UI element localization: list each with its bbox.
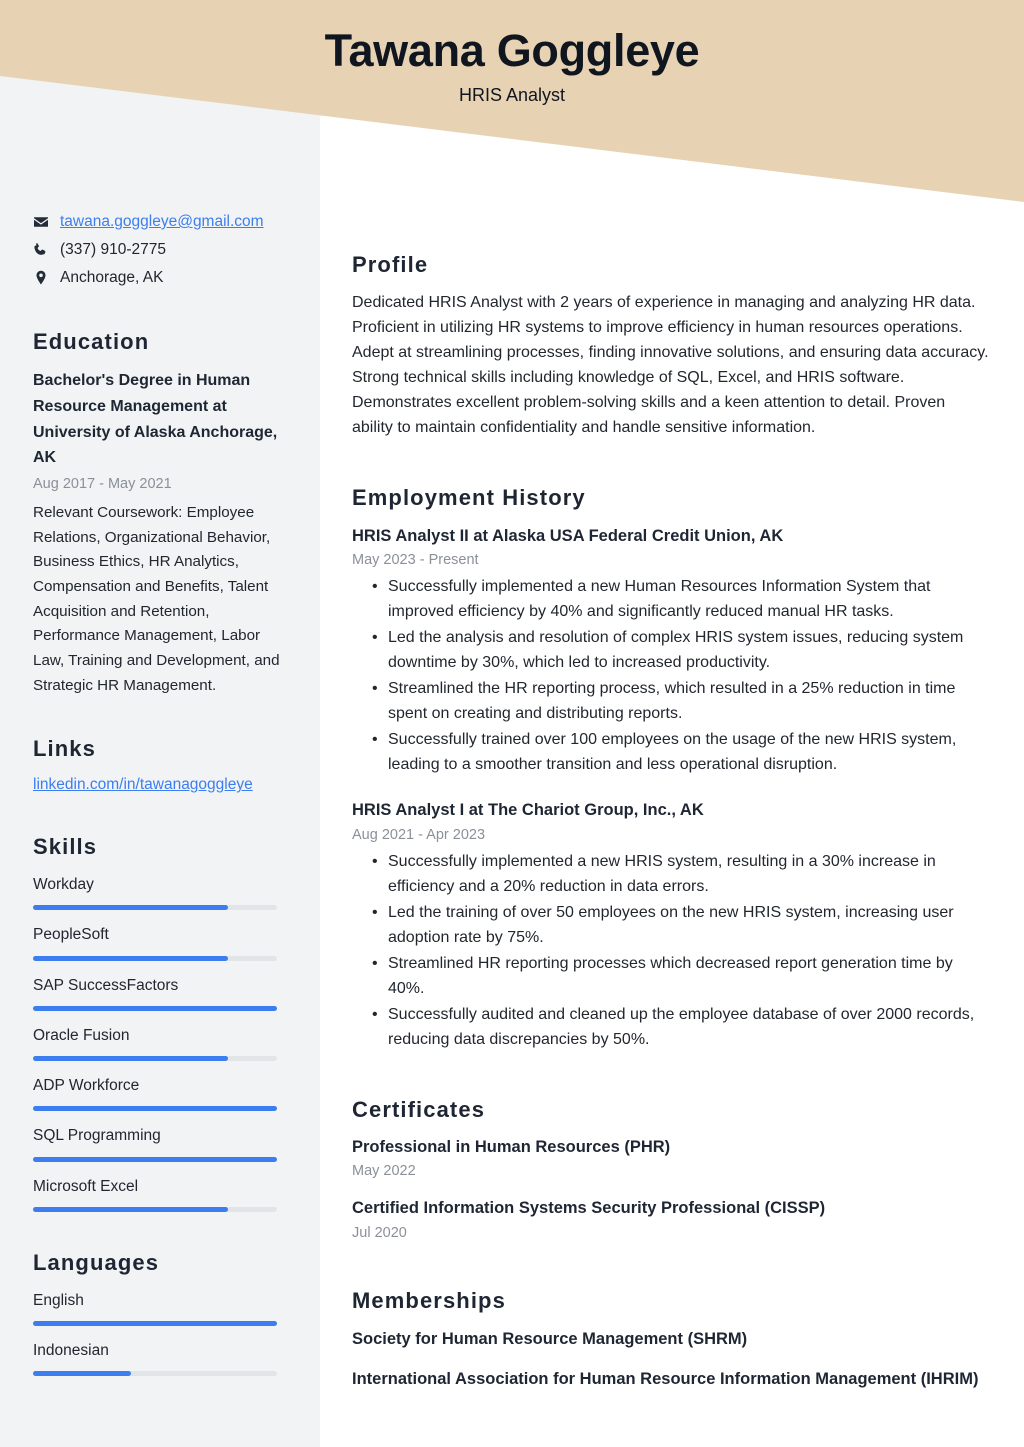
link-item-label[interactable]: linkedin.com/in/tawanagoggleye [33, 776, 253, 794]
skill-item [33, 873, 287, 910]
language-label: Indonesian [33, 1342, 109, 1360]
membership-entry: International Association for Human Resource Information Management (IHRIM) [352, 1370, 979, 1389]
page-title: Tawana Goggleye [324, 25, 700, 76]
language-level-track [33, 1321, 277, 1326]
certificate-entry [352, 1197, 990, 1244]
employment-bullet: • Successfully implemented a new Human Resources Information System that improved efficiency by 40% and significantly reduced manual HR tasks. [388, 575, 990, 625]
employment-bullet: • Streamlined HR reporting processes which decreased report generation time by 40%. [388, 952, 990, 1002]
employment-bullet: • Led the training of over 50 employees on the new HRIS system, increasing user adoption rate by 75%. [388, 901, 990, 951]
skill-label: Oracle Fusion [33, 1026, 130, 1044]
main-column [320, 0, 1024, 1437]
skill-level-track [33, 1056, 277, 1061]
employment-entry [352, 798, 990, 1052]
skill-item [33, 1175, 287, 1212]
skill-level-track [33, 1106, 277, 1111]
employment-bullet: • Successfully trained over 100 employees on the usage of the new HRIS system, leading to a smoother transition and less operational disruption. [388, 728, 990, 778]
skill-level-fill [33, 1006, 277, 1011]
languages-list [33, 1289, 287, 1377]
employment-spacer [352, 782, 990, 798]
memberships-heading: Memberships [352, 1288, 506, 1314]
employment-bullet: • Successfully audited and cleaned up the employee database of over 2000 records, reducing data discrepancies by 50%. [388, 1003, 990, 1053]
skill-item [33, 974, 287, 1011]
education-entry [33, 368, 287, 698]
skill-level-fill [33, 1056, 228, 1061]
link-item-linkedin[interactable] [33, 775, 287, 796]
skill-label: PeopleSoft [33, 926, 109, 944]
certificate-name: Certified Information Systems Security Professional (CISSP) [352, 1199, 826, 1218]
employment-bullet: • Led the analysis and resolution of complex HRIS system issues, reducing system downtime by 30%, which led to increased productivity. [388, 626, 990, 676]
skill-level-track [33, 1207, 277, 1212]
language-label: English [33, 1291, 84, 1309]
employment-heading: Employment History [352, 484, 586, 510]
profile-text: Dedicated HRIS Analyst with 2 years of experience in managing and analyzing HR data. Proficient in utilizing HR systems to improve efficiency in human resources operations. Adept at streamlining processes, finding innovative solutions, and ensuring data accuracy. Strong technical skills including knowledge of SQL, Excel, and HRIS software. Demonstrates excellent problem-solving skills and a keen attention to detail. Proven ability to maintain confidentiality and handle sensitive information. [352, 294, 989, 436]
contact-list [33, 212, 287, 289]
skills-list [33, 873, 287, 1212]
language-item [33, 1339, 287, 1376]
skill-level-fill [33, 1207, 228, 1212]
membership-entry: Society for Human Resource Management (SHRM) [352, 1330, 748, 1349]
skill-item [33, 1074, 287, 1111]
employment-job-date: Aug 2021 - Apr 2023 [352, 826, 486, 843]
envelope-icon [33, 214, 49, 230]
certificate-date: May 2022 [352, 1163, 416, 1180]
skill-label: SAP SuccessFactors [33, 976, 179, 994]
employment-bullet-list [352, 575, 990, 778]
education-degree: Bachelor's Degree in Human Resource Management at University of Alaska Anchorage, AK [33, 371, 278, 467]
certificate-entry [352, 1136, 990, 1183]
map-pin-icon [33, 270, 49, 286]
employment-bullet: • Successfully implemented a new HRIS system, resulting in a 30% increase in efficiency and a 20% reduction in data errors. [388, 850, 990, 900]
skill-item [33, 1024, 287, 1061]
certificates-list [352, 1136, 990, 1245]
contact-location [33, 268, 287, 289]
language-level-fill [33, 1321, 277, 1326]
contact-phone [33, 240, 287, 261]
education-date: Aug 2017 - May 2021 [33, 476, 172, 493]
skill-label: SQL Programming [33, 1127, 161, 1145]
certificate-date: Jul 2020 [352, 1225, 407, 1242]
contact-phone-text: (337) 910-2775 [60, 240, 166, 258]
education-heading: Education [33, 328, 150, 354]
skill-level-fill [33, 1106, 277, 1111]
skill-item [33, 1124, 287, 1161]
skill-level-track [33, 1157, 277, 1162]
phone-icon [33, 242, 49, 258]
skills-heading: Skills [33, 834, 98, 860]
employment-entry [352, 524, 990, 778]
skill-label: Workday [33, 876, 94, 894]
language-level-fill [33, 1371, 131, 1376]
skill-label: Microsoft Excel [33, 1177, 139, 1195]
skill-level-track [33, 956, 277, 961]
contact-email-text[interactable]: tawana.goggleye@gmail.com [60, 213, 264, 230]
skill-item [33, 923, 287, 960]
certificate-name: Professional in Human Resources (PHR) [352, 1137, 671, 1156]
contact-email[interactable] [33, 212, 287, 233]
header-subtitle: HRIS Analyst [458, 85, 566, 105]
skill-label: ADP Workforce [33, 1077, 140, 1095]
links-heading: Links [33, 736, 96, 762]
employment-job-title: HRIS Analyst II at Alaska USA Federal Credit Union, AK [352, 526, 784, 545]
memberships-list [352, 1327, 990, 1392]
sidebar [0, 0, 320, 1419]
contact-location-text: Anchorage, AK [60, 268, 164, 286]
languages-heading: Languages [33, 1249, 160, 1275]
employment-job-title: HRIS Analyst I at The Chariot Group, Inc., AK [352, 801, 704, 820]
education-description: Relevant Coursework: Employee Relations, Organizational Behavior, Business Ethics, HR Analytics, Compensation and Benefits, Talent Acquisition and Retention, Performance Management, Labor Law, Training and Development, and Strategic HR Management. [33, 504, 280, 694]
employment-job-date: May 2023 - Present [352, 552, 479, 569]
employment-list [352, 524, 990, 1053]
skill-level-fill [33, 905, 228, 910]
language-item [33, 1289, 287, 1326]
skill-level-fill [33, 1157, 277, 1162]
certificates-heading: Certificates [352, 1096, 486, 1122]
skill-level-fill [33, 956, 228, 961]
employment-bullet: • Streamlined the HR reporting process, which resulted in a 25% reduction in time spent on creating and distributing reports. [388, 677, 990, 727]
profile-heading: Profile [352, 252, 429, 277]
skill-level-track [33, 905, 277, 910]
language-level-track [33, 1371, 277, 1376]
employment-bullet-list [352, 850, 990, 1053]
skill-level-track [33, 1006, 277, 1011]
